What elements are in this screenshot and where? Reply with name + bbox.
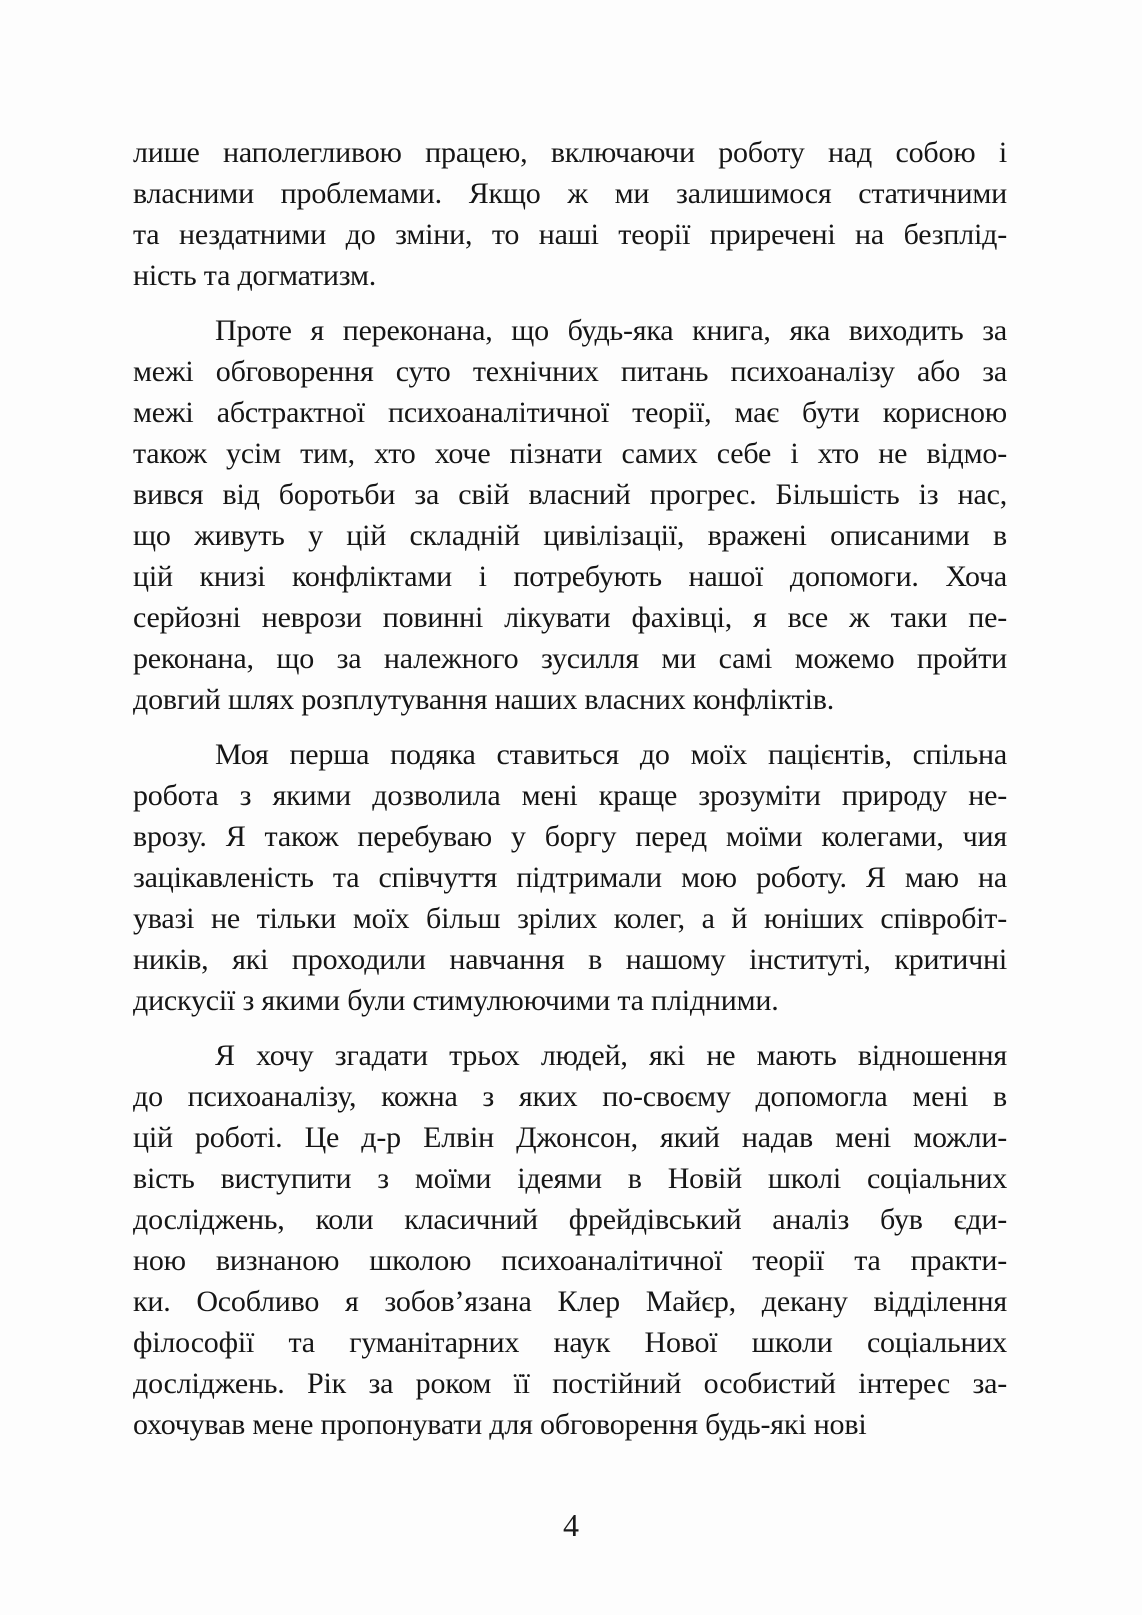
paragraph (133, 132, 1007, 296)
text-line: цій книзі конфліктами і потребують нашої допомоги. Хоча (133, 560, 1007, 593)
text-line: вився від боротьби за свій власний прогрес. Більшість із нас, (133, 478, 1007, 511)
text-line: межі абстрактної психоаналітичної теорії, має бути корисною (133, 396, 1007, 429)
text-line: врозу. Я також перебуваю у боргу перед моїми колегами, чия (133, 820, 1007, 853)
text-line: межі обговорення суто технічних питань психоаналізу або за (133, 355, 1007, 388)
text-line: цій роботі. Це д-р Елвін Джонсон, який надав мені можли- (133, 1121, 1007, 1154)
text-line: ників, які проходили навчання в нашому інституті, критичні (133, 943, 1007, 976)
text-line: ки. Особливо я зобов’язана Клер Майєр, декану відділення (133, 1285, 1007, 1318)
text-line: власними проблемами. Якщо ж ми залишимося статичними (133, 177, 1007, 210)
text-line: вість виступити з моїми ідеями в Новій школі соціальних (133, 1162, 1007, 1195)
text-line: серйозні неврози повинні лікувати фахівці, я все ж таки пе- (133, 601, 1007, 634)
text-line: що живуть у цій складній цивілізації, вражені описаними в (133, 519, 1007, 552)
text-line: досліджень, коли класичний фрейдівський аналіз був єди- (133, 1203, 1007, 1236)
text-line: ною визнаною школою психоаналітичної теорії та практи- (133, 1244, 1007, 1277)
text-line: довгий шлях розплутування наших власних конфліктів. (133, 683, 834, 716)
paragraph (133, 1035, 1007, 1445)
page-number: 4 (563, 1507, 579, 1543)
page-text (133, 132, 1007, 1445)
text-line: Проте я переконана, що будь-яка книга, яка виходить за (215, 314, 1007, 347)
text-line: досліджень. Рік за роком її постійний особистий інтерес за- (133, 1367, 1007, 1400)
text-line: охочував мене пропонувати для обговорення будь-які нові (133, 1408, 867, 1441)
text-line: робота з якими дозволила мені краще зрозуміти природу не- (133, 779, 1007, 812)
text-line: ність та догматизм. (133, 259, 377, 292)
text-line: Я хочу згадати трьох людей, які не мають відношення (215, 1039, 1007, 1072)
text-line: також усім тим, хто хоче пізнати самих себе і хто не відмо- (133, 437, 1007, 470)
text-line: до психоаналізу, кожна з яких по-своєму допомогла мені в (133, 1080, 1007, 1113)
text-line: Моя перша подяка ставиться до моїх пацієнтів, спільна (215, 738, 1007, 771)
text-line: філософії та гуманітарних наук Нової школи соціальних (133, 1326, 1007, 1359)
text-line: зацікавленість та співчуття підтримали мою роботу. Я маю на (133, 861, 1007, 894)
paragraph (133, 734, 1007, 1021)
text-line: увазі не тільки моїх більш зрілих колег, а й юніших співробіт- (133, 902, 1007, 935)
text-line: реконана, що за належного зусилля ми самі можемо пройти (133, 642, 1007, 675)
text-line: дискусії з якими були стимулюючими та плідними. (133, 984, 779, 1017)
text-line: та нездатними до зміни, то наші теорії приречені на безплід- (133, 218, 1007, 251)
paragraph (133, 310, 1007, 720)
text-line: лише наполегливою працею, включаючи роботу над собою і (133, 136, 1007, 169)
